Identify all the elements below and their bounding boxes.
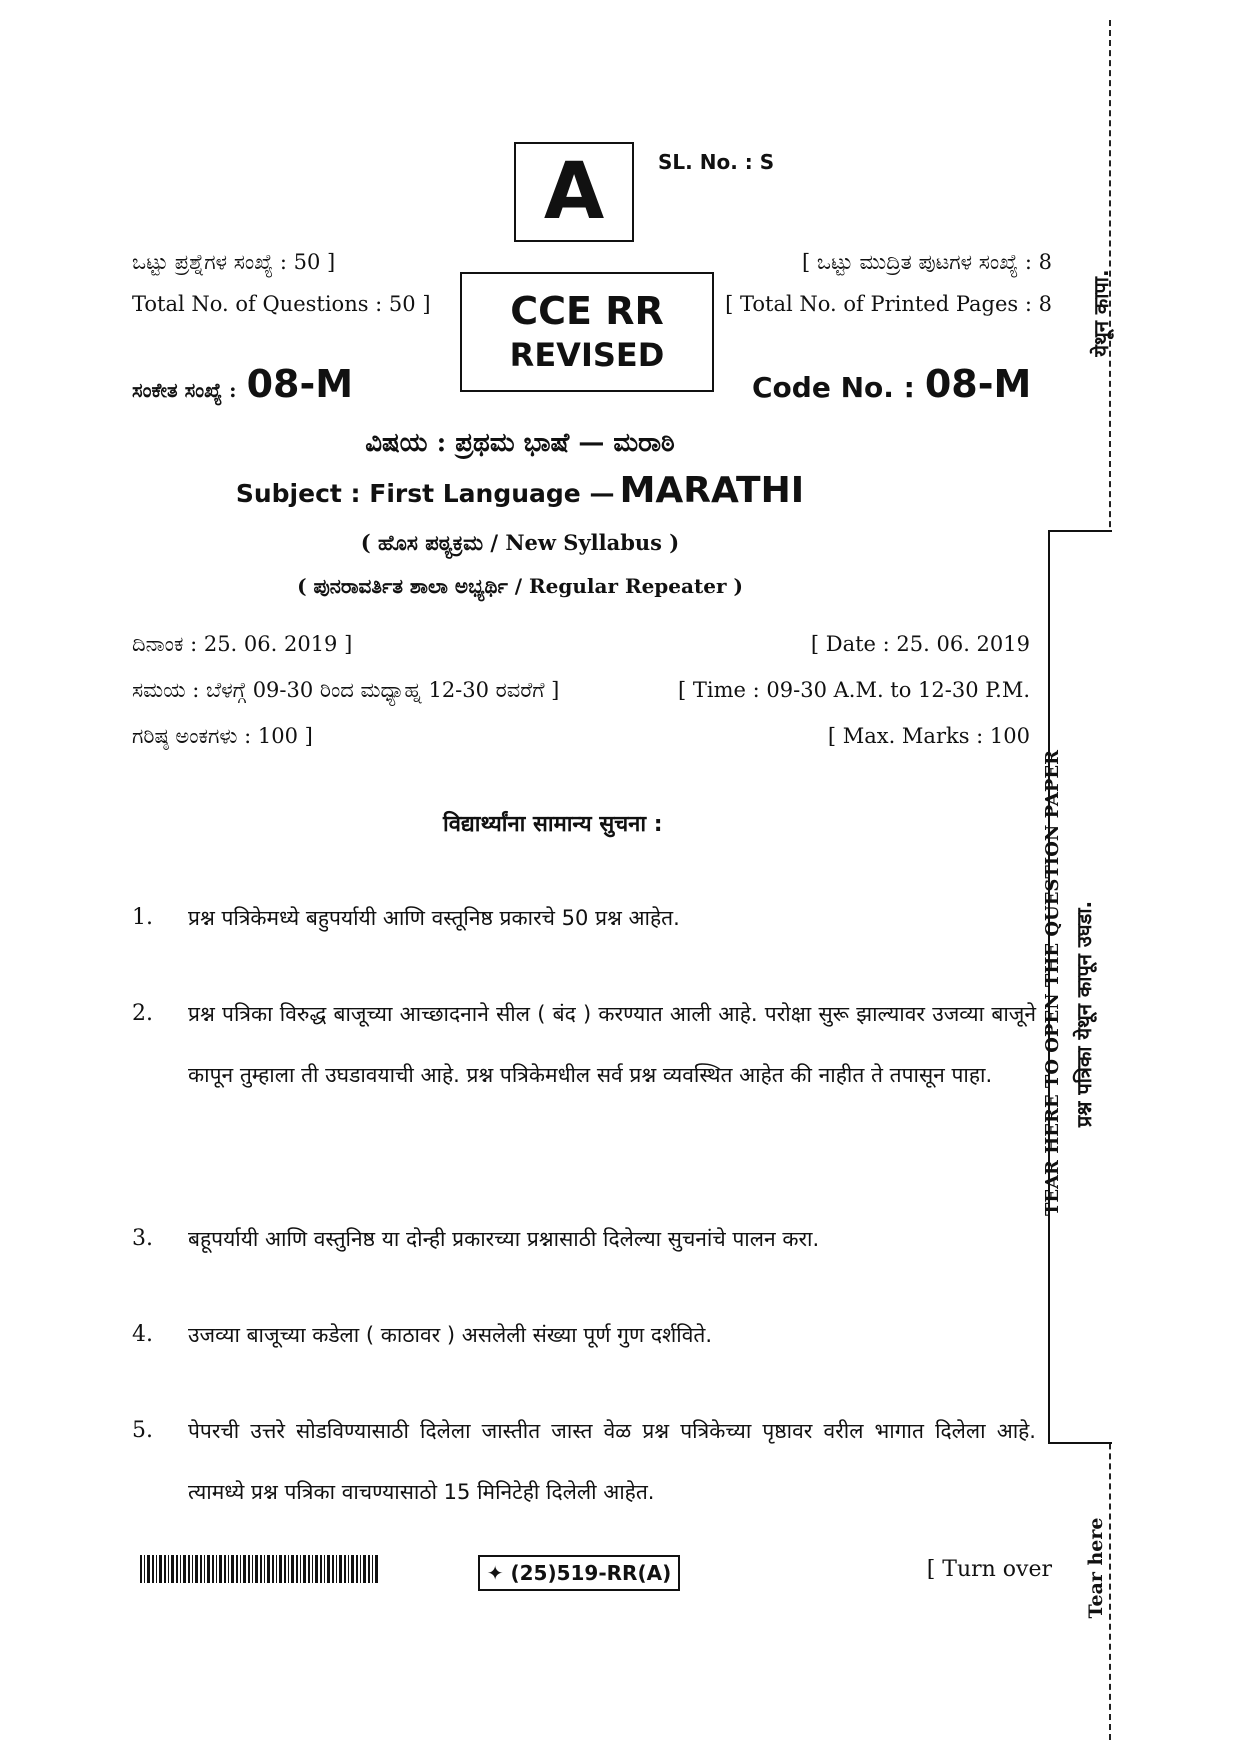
instruction-text: उजव्या बाजूच्या कडेला ( काठावर ) असलेली संख्या पूर्ण गुण दर्शविते.: [188, 1323, 713, 1347]
kn-code: [132, 362, 353, 406]
subject-kn: ವಿಷಯ : ಪ್ರಥಮ ಭಾಷೆ — ಮರಾಠಿ: [365, 428, 675, 458]
cce-line-2: REVISED: [509, 336, 665, 375]
version-letter-box: [514, 142, 634, 242]
subject-en-prefix: Subject : First Language —: [235, 479, 615, 508]
kn-date: ದಿನಾಂಕ : 25. 06. 2019 ]: [132, 632, 353, 656]
en-time: [ Time : 09-30 A.M. to 12-30 P.M.: [678, 678, 1030, 702]
syllabus-line: ( ಹೊಸ ಪಠ್ಯಕ್ರಮ / New Syllabus ): [360, 530, 680, 555]
en-code: [752, 362, 1031, 406]
instruction-text: प्रश्न पत्रिकेमध्ये बहुपर्यायी आणि वस्तूनिष्ठ प्रकारचे 50 प्रश्न आहेत.: [188, 906, 680, 930]
instruction-number: 1.: [132, 905, 153, 930]
instruction-text: प्रश्न पत्रिका विरुद्ध बाजूच्या आच्छादनाने सील ( बंद ) करण्यात आली आहे. परोक्षा सुरू झाल्यावर उजव्या बाजूने कापून तुम्हाला ती उघडावयाची आहे. प्रश्न पत्रिकेमधील सर्व प्रश्न व्यवस्थित आहेत की नाहीत ते तपासून पाहा.: [188, 1002, 1036, 1087]
en-date: [ Date : 25. 06. 2019: [810, 632, 1030, 656]
instructions-title: विद्यार्थ्यांना सामान्य सुचना :: [443, 812, 663, 837]
kn-code-value: 08-M: [246, 362, 354, 406]
en-code-value: 08-M: [924, 362, 1032, 406]
version-letter: A: [543, 147, 605, 237]
kn-total-questions: ಒಟ್ಟು ಪ್ರಶ್ನೆಗಳ ಸಂಖ್ಯೆ : 50 ]: [132, 250, 336, 274]
cce-rr-revised-box: [460, 272, 714, 392]
kn-code-label: ಸಂಕೇತ ಸಂಖ್ಯೆ :: [132, 378, 237, 402]
en-max-marks: [ Max. Marks : 100: [827, 724, 1030, 748]
subject-en-name: MARATHI: [619, 470, 805, 511]
paper-code: ✦ (25)519-RR(A): [478, 1555, 680, 1591]
serial-number: SL. No. : S: [658, 150, 775, 174]
en-printed-pages: [ Total No. of Printed Pages : 8: [725, 292, 1052, 316]
side-tear-open-en: TEAR HERE TO OPEN THE QUESTION PAPER: [1042, 749, 1063, 1217]
instruction-text: पेपरची उत्तरे सोडविण्यासाठी दिलेला जास्तीत जास्त वेळ प्रश्न पत्रिकेच्या पृष्ठावर वरील भागात दिलेला आहे. त्यामध्ये प्रश्न पत्रिका वाचण्यासाठो 15 मिनिटेही दिलेली आहेत.: [188, 1419, 1036, 1504]
instruction-number: 4.: [132, 1322, 153, 1347]
cce-line-1: CCE RR: [510, 288, 664, 333]
side-tear-here: Tear here: [1085, 1517, 1107, 1619]
candidate-line: ( ಪುನರಾವರ್ತಿತ ಶಾಲಾ ಅಭ್ಯರ್ಥಿ / Regular Repeater ): [297, 574, 743, 598]
turn-over: [ Turn over: [926, 1557, 1052, 1582]
en-total-questions: Total No. of Questions : 50 ]: [132, 292, 431, 316]
kn-time: ಸಮಯ : ಬೆಳಗ್ಗೆ 09-30 ರಿಂದ ಮಧ್ಯಾಹ್ನ 12-30 ರವರೆಗೆ ]: [132, 678, 560, 702]
kn-max-marks: ಗರಿಷ್ಠ ಅಂಕಗಳು : 100 ]: [132, 724, 313, 748]
side-top-marathi: येथून कापा.: [1089, 269, 1113, 357]
en-code-label: Code No. :: [752, 371, 915, 404]
instruction-text: बहूपर्यायी आणि वस्तुनिष्ठ या दोन्ही प्रकारच्या प्रश्नासाठी दिलेल्या सुचनांचे पालन करा.: [188, 1227, 820, 1251]
instruction-number: 2.: [132, 1001, 153, 1026]
instruction-number: 5.: [132, 1418, 153, 1443]
kn-printed-pages: [ ಒಟ್ಟು ಮುದ್ರಿತ ಪುಟಗಳ ಸಂಖ್ಯೆ : 8: [801, 250, 1052, 274]
subject-en: [0, 470, 1040, 511]
side-tear-open-mr: प्रश्न पत्रिका येथून कापून उघडा.: [1072, 900, 1096, 1128]
instruction-number: 3.: [132, 1226, 153, 1251]
barcode-image: [140, 1555, 380, 1583]
